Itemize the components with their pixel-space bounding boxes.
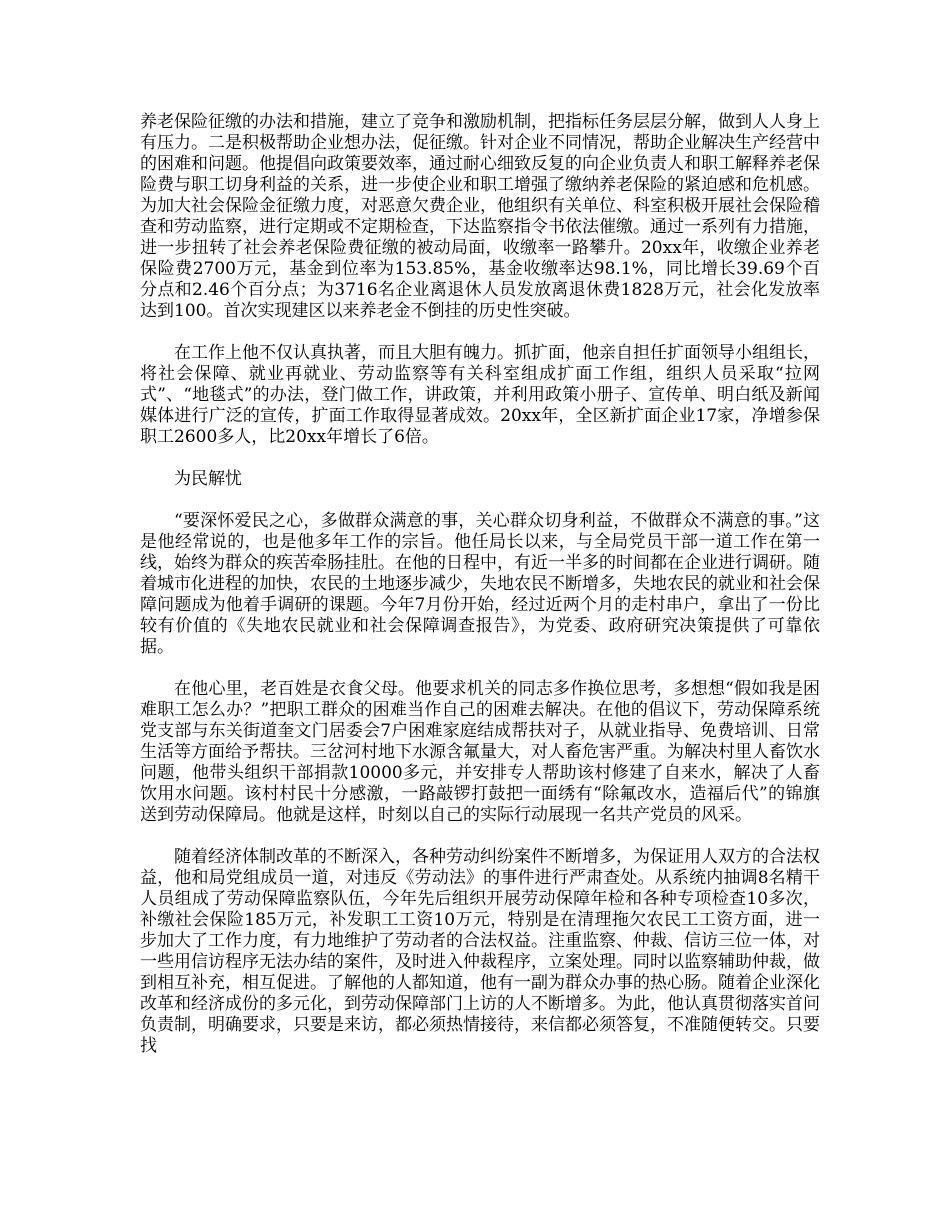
section-heading: 为民解忧	[174, 469, 242, 489]
paragraph-labor-disputes: 随着经济体制改革的不断深入，各种劳动纠纷案件不断增多，为保证用人双方的合法权益，他和局党组成员一道，对违反《劳动法》的事件进行严肃查处。从系统内抽调8名精干人员组成了劳动保障监察队伍，今年先后组织开展劳动保障年检和各种专项检查10多次，补缴社会保险185万元，补发职工工资10万元，特别是在清理拖欠农民工工资方面，进一步加大了工作力度，有力地维护了劳动者的合法权益。注重监察、仲裁、信访三位一体，对一些用信访程序无法办结的案件，及时进入仲裁程序，立案处理。同时以监察辅助仲裁，做到相互补充，相互促进。了解他的人都知道，他有一副为群众办事的热心肠。随着企业深化改革和经济成份的多元化，到劳动保障部门上访的人不断增多。为此，他认真贯彻落实首问负责制，明确要求，只要是来访，都必须热情接待，来信都必须答复，不准随便转交。只要找	[140, 847, 820, 1056]
paragraph-helping-families: 在他心里，老百姓是衣食父母。他要求机关的同志多作换位思考，多想想“假如我是困难职工怎么办？”把职工群众的困难当作自己的困难去解决。在他的倡议下，劳动保障系统党支部与东关街道奎文门居委会7户困难家庭结成帮扶对子，从就业指导、免费培训、日常生活等方面给予帮扶。三岔河村地下水源含氟量大，对人畜危害严重。为解决村里人畜饮水问题，他带头组织干部捐款10000多元，并安排专人帮助该村修建了自来水，解决了人畜饮用水问题。该村村民十分感激，一路敲锣打鼓把一面绣有“除氟改水，造福后代”的锦旗送到劳动保障局。他就是这样，时刻以自己的实际行动展现一名共产党员的风采。	[140, 679, 820, 825]
document-page	[140, 112, 820, 1078]
paragraph-serving-people: “要深怀爱民之心，多做群众满意的事，关心群众切身利益，不做群众不满意的事。”这是他经常说的，也是他多年工作的宗旨。他任局长以来，与全局党员干部一道工作在第一线，始终为群众的疾苦牵肠挂肚。在他的日程中，有近一半多的时间都在企业进行调研。随着城市化进程的加快，农民的土地逐步减少，失地农民不断增多，失地农民的就业和社会保障问题成为他着手调研的课题。今年7月份开始，经过近两个月的走村串户，拿出了一份比较有价值的《失地农民就业和社会保障调查报告》，为党委、政府研究决策提供了可靠依据。	[140, 511, 820, 657]
paragraph-coverage-expansion: 在工作上他不仅认真执著，而且大胆有魄力。抓扩面，他亲自担任扩面领导小组组长，将社会保障、就业再就业、劳动监察等有关科室组成扩面工作组，组织人员采取“拉网式”、“地毯式”的办法，登门做工作，讲政策，并利用政策小册子、宣传单、明白纸及新闻媒体进行广泛的宣传，扩面工作取得显著成效。20xx年，全区新扩面企业17家，净增参保职工2600多人，比20xx年增长了6倍。	[140, 343, 820, 447]
paragraph-pension-collection: 养老保险征缴的办法和措施，建立了竞争和激励机制，把指标任务层层分解，做到人人身上有压力。二是积极帮助企业想办法，促征缴。针对企业不同情况，帮助企业解决生产经营中的困难和问题。他提倡向政策要效率，通过耐心细致反复的向企业负责人和职工解释养老保险费与职工切身利益的关系，进一步使企业和职工增强了缴纳养老保险的紧迫感和危机感。为加大社会保险金征缴力度，对恶意欠费企业，他组织有关单位、科室积极开展社会保险稽查和劳动监察，进行定期或不定期检查，下达监察指令书依法催缴。通过一系列有力措施，进一步扭转了社会养老保险费征缴的被动局面，收缴率一路攀升。20xx年，收缴企业养老保险费2700万元，基金到位率为153.85%，基金收缴率达98.1%，同比增长39.69个百分点和2.46个百分点；为3716名企业离退休人员发放离退休费1828万元，社会化发放率达到100。首次实现建区以来养老金不倒挂的历史性突破。	[140, 112, 820, 321]
